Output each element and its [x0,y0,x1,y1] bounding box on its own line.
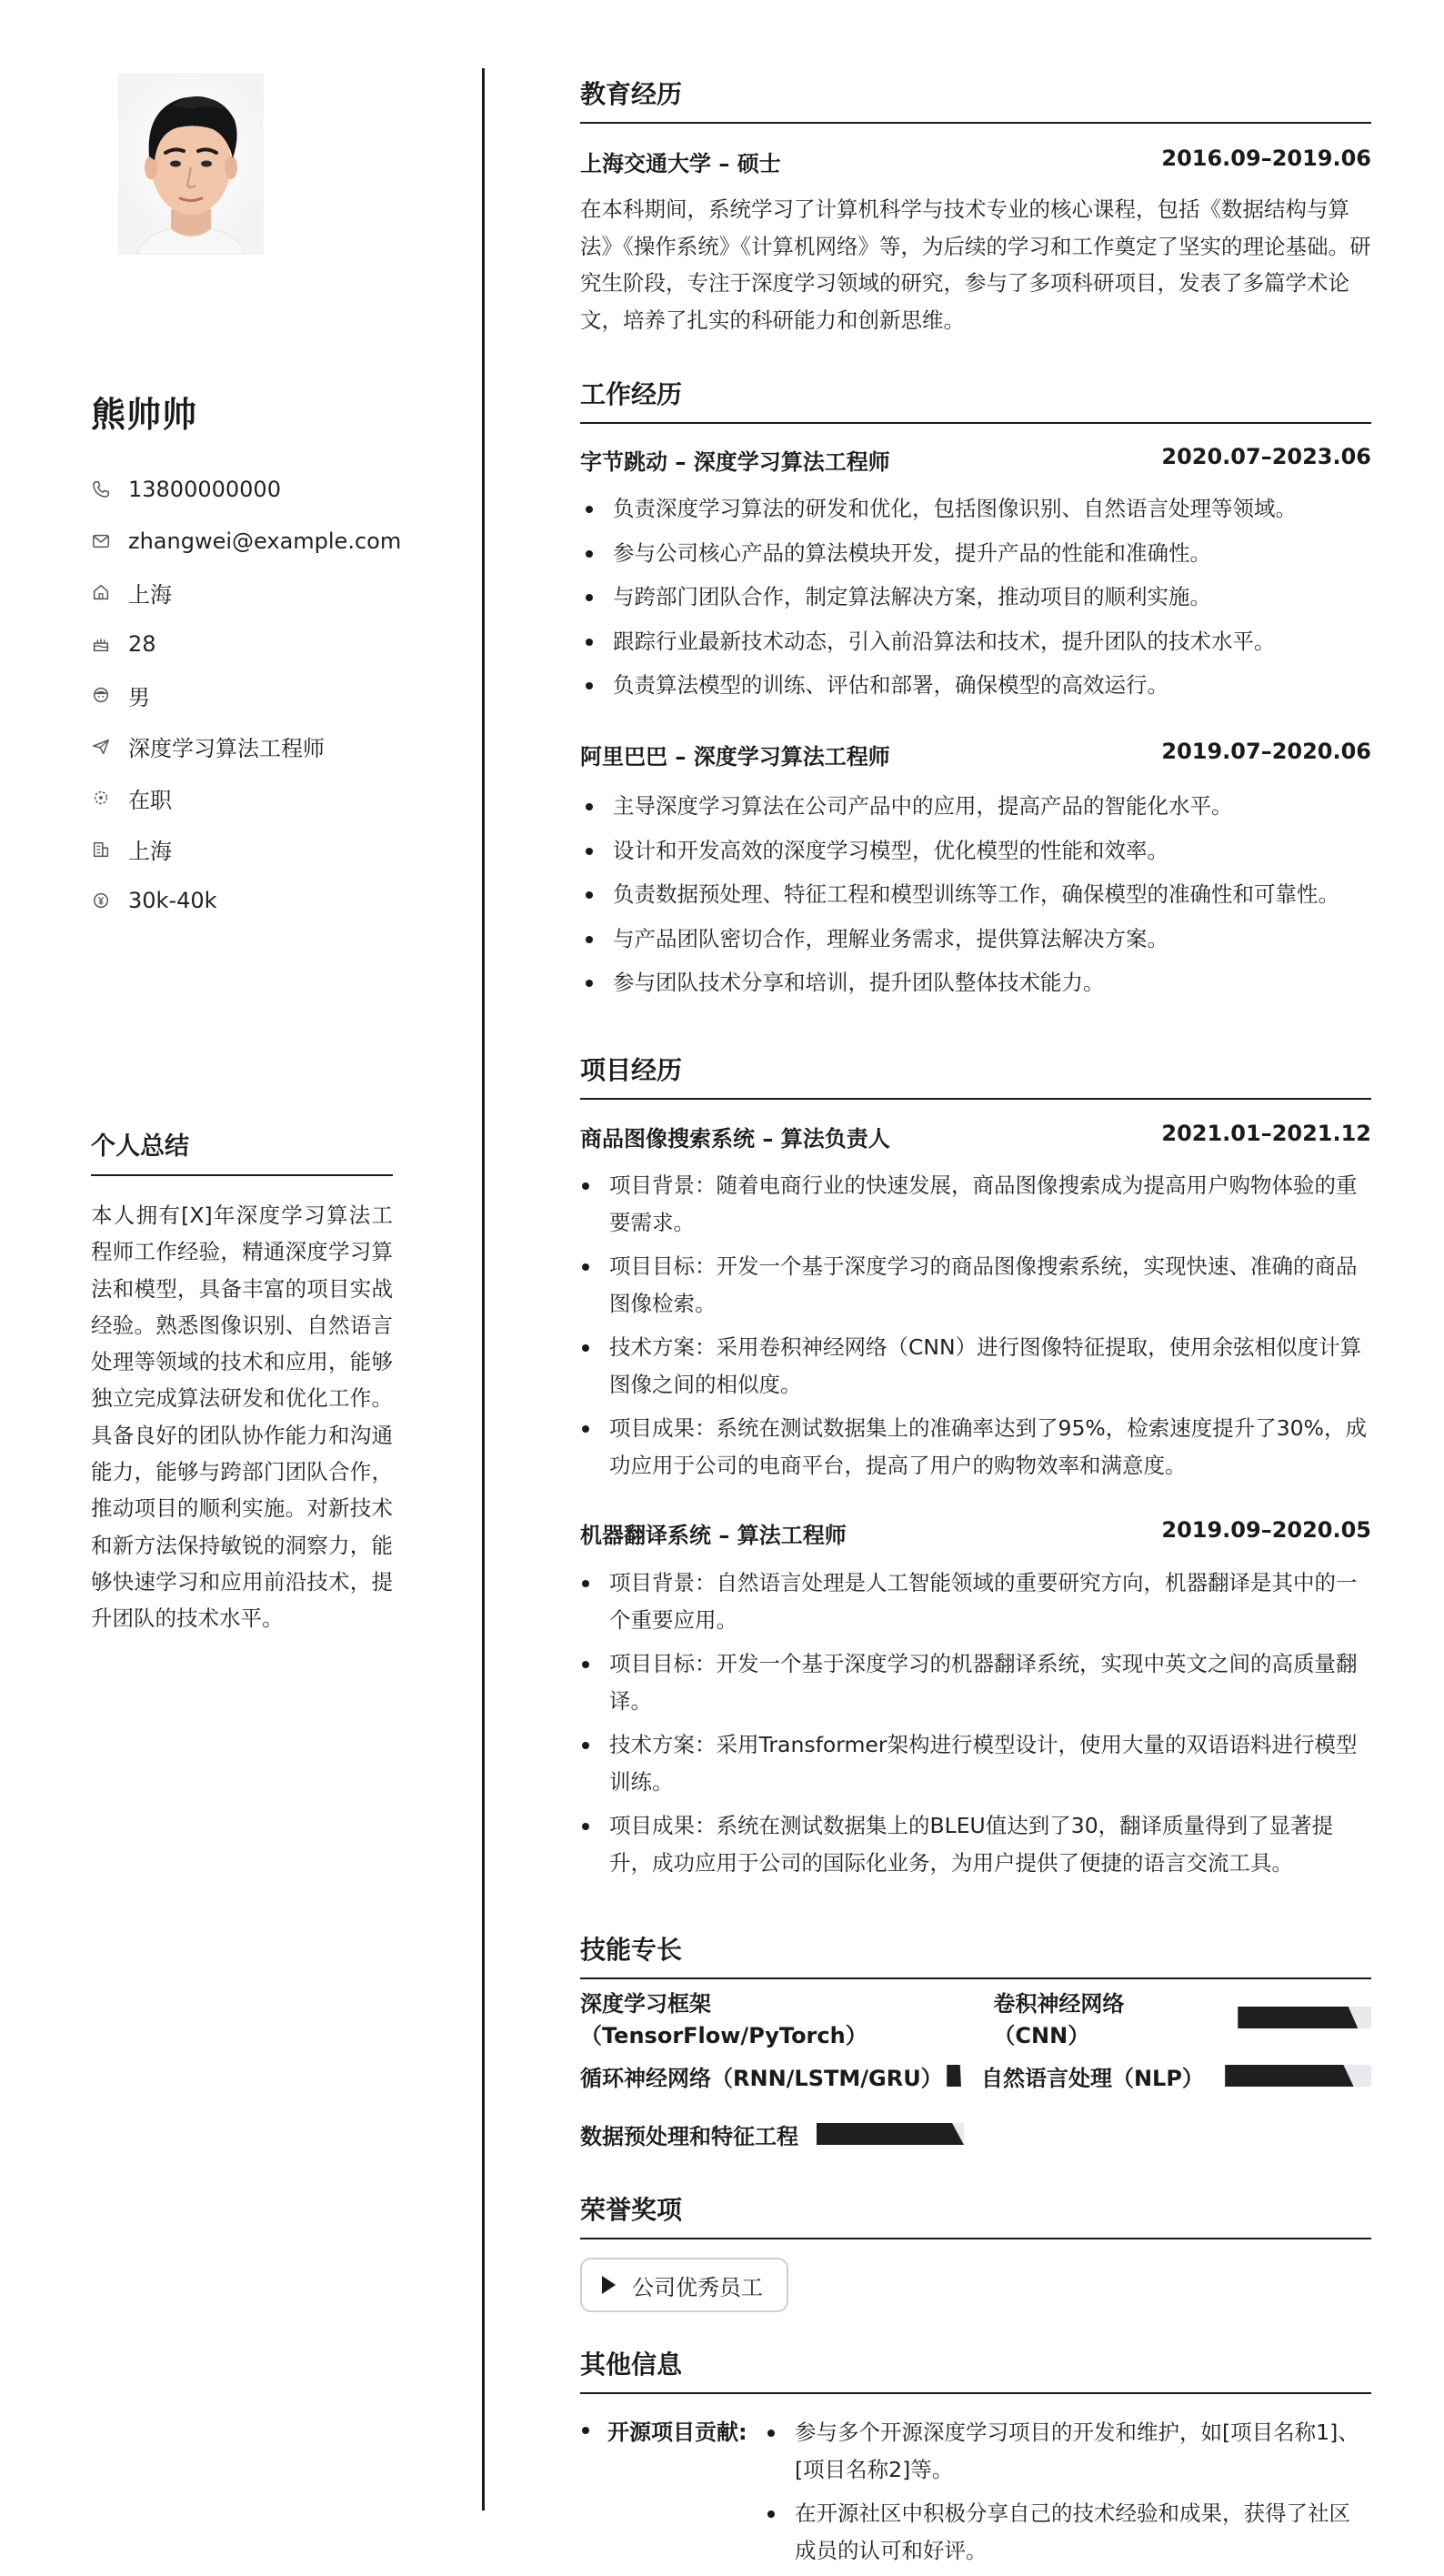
candidate-name: 熊帅帅 [91,395,198,435]
skill-bar [1238,2007,1371,2028]
education-school: 上海交通大学 – 硕士 [580,151,781,176]
award-chip[interactable] [580,2258,788,2312]
list-item: 项目成果：系统在测试数据集上的BLEU值达到了30，翻译质量得到了显著提升，成功应用于公司的国际化业务，为用户提供了便捷的语言交流工具。 [580,1807,1371,1881]
job-head [580,444,1371,476]
award-label: 公司优秀员工 [632,2274,763,2300]
job-company: 字节跳动 – 深度学习算法工程师 [580,449,890,475]
list-item: 与跨部门团队合作，制定算法解决方案，推动项目的顺利实施。 [580,579,1371,616]
contact-list [91,464,402,927]
list-item: 主导深度学习算法在公司产品中的应用，提高产品的智能化水平。 [580,788,1371,825]
contact-work-city [91,824,393,876]
summary-text: 本人拥有[X]年深度学习算法工程师工作经验，精通深度学习算法和模型，具备丰富的项目实战经验。熟悉图像识别、自然语言处理等领域的技术和应用，能够独立完成算法研发和优化工作。具备良好的团队协作能力和沟通能力，能够与跨部门团队合作，推动项目的顺利实施。对新技术和新方法保持敏锐的洞察力，能够快速学习和应用前沿技术，提升团队的技术水平。 [91,1202,393,1632]
work-city-text: 上海 [128,839,172,865]
project-head [580,1121,1371,1152]
skill-row [580,1991,1371,2048]
skill-row [580,2116,964,2152]
job-duties [580,788,1371,1009]
skill-name: 循环神经网络（RNN/LSTM/GRU） [580,2065,943,2091]
project-details [580,1565,1371,1888]
skill-bar-fill [1225,2065,1354,2087]
skill-bar [817,2123,964,2145]
list-item: 设计和开发高效的深度学习模型，优化模型的性能和效率。 [580,832,1371,870]
education-date: 2016.09–2019.06 [1161,146,1371,171]
job-company: 阿里巴巴 – 深度学习算法工程师 [580,744,890,770]
list-item: 项目目标：开发一个基于深度学习的商品图像搜索系统，实现快速、准确的商品图像检索。 [580,1248,1371,1322]
list-item: 参与团队技术分享和培训，提升团队整体技术能力。 [580,964,1371,1001]
list-item: 跟踪行业最新技术动态，引入前沿算法和技术，提升团队的技术水平。 [580,623,1371,660]
work-title: 工作经历 [580,375,1371,424]
phone-icon [91,479,111,499]
column-divider [482,68,485,2511]
contact-city [91,567,393,619]
skill-item [993,1986,1371,2049]
salary-text: 30k-40k [128,888,217,914]
list-item: 项目背景：自然语言处理是人工智能领域的重要研究方向，机器翻译是其中的一个重要应用。 [580,1565,1371,1638]
skills-title: 技能专长 [580,1930,1371,1979]
skill-item [580,1986,975,2049]
skill-name: 深度学习框架（TensorFlow/PyTorch） [580,1991,867,2048]
skill-bar-fill [817,2123,964,2145]
job-date: 2019.07–2020.06 [1161,739,1371,764]
status-icon [91,788,111,808]
job-date: 2020.07–2023.06 [1161,444,1371,469]
skill-name: 自然语言处理（NLP） [980,2065,1204,2091]
list-item: 项目目标：开发一个基于深度学习的机器翻译系统，实现中英文之间的高质量翻译。 [580,1645,1371,1719]
list-item: 技术方案：采用卷积神经网络（CNN）进行图像特征提取，使用余弦相似度计算图像之间的相似度。 [580,1329,1371,1403]
skill-item [981,2060,1371,2092]
list-item: 参与多个开源深度学习项目的开发和维护，如[项目名称1]、[项目名称2]等。 [762,2414,1371,2488]
send-icon [91,737,111,757]
job-head [580,739,1371,770]
skill-row [580,2058,1371,2094]
awards-title: 荣誉奖项 [580,2190,1371,2239]
skill-bar [947,2065,961,2087]
list-item: 与产品团队密切合作，理解业务需求，提供算法解决方案。 [580,921,1371,958]
education-title: 教育经历 [580,75,1371,124]
position-text: 深度学习算法工程师 [128,736,325,762]
job-duties [580,490,1371,711]
projects-title: 项目经历 [580,1051,1371,1100]
building-icon [91,840,111,860]
list-item: 负责深度学习算法的研发和优化，包括图像识别、自然语言处理等领域。 [580,490,1371,528]
project-date: 2019.09–2020.05 [1161,1517,1371,1543]
project-details [580,1167,1371,1491]
skill-bar [1225,2065,1371,2087]
list-item: 参与公司核心产品的算法模块开发，提升产品的性能和准确性。 [580,535,1371,572]
contact-email [91,516,402,568]
city-text: 上海 [128,581,172,608]
contact-gender [91,669,393,721]
contact-position [91,721,393,773]
phone-text: 13800000000 [128,477,281,503]
skill-name: 卷积神经网络（CNN） [993,1991,1125,2048]
list-item: 技术方案：采用Transformer架构进行模型设计，使用大量的双语语料进行模型训练。 [580,1726,1371,1800]
skill-bar-fill [947,2065,961,2087]
other-title: 其他信息 [580,2345,1371,2394]
open-source-list [762,2414,1371,2576]
education-entry-head [580,146,1371,177]
status-text: 在职 [128,787,172,813]
list-item: 负责数据预处理、特征工程和模型训练等工作，确保模型的准确性和可靠性。 [580,876,1371,913]
skill-bar-fill [1238,2007,1358,2028]
education-desc: 在本科期间，系统学习了计算机科学与技术专业的核心课程，包括《数据结构与算法》《操作系统》《计算机网络》等，为后续的学习和工作奠定了坚实的理论基础。研究生阶段，专注于深度学习领域的研究，参与了多项科研项目，发表了多篇学术论文，培养了扎实的科研能力和创新思维。 [580,196,1371,333]
cake-icon [91,634,111,654]
contact-status [91,772,393,824]
project-date: 2021.01–2021.12 [1161,1121,1371,1146]
awards-list [580,2258,1371,2312]
gender-icon [91,685,111,705]
project-head [580,1517,1371,1549]
open-source-label: 开源项目贡献: [580,2414,747,2446]
list-item: 负责算法模型的训练、评估和部署，确保模型的高效运行。 [580,667,1371,704]
skill-item [580,2060,961,2092]
gender-text: 男 [128,684,150,710]
skill-name: 数据预处理和特征工程 [580,2123,798,2149]
mail-icon [91,531,111,551]
home-icon [91,582,111,602]
email-text: zhangwei@example.com [128,528,402,554]
list-item: 项目背景：随着电商行业的快速发展，商品图像搜索成为提高用户购物体验的重要需求。 [580,1167,1371,1241]
play-icon [602,2276,616,2294]
list-item: 项目成果：系统在测试数据集上的准确率达到了95%，检索速度提升了30%，成功应用于公司的电商平台，提高了用户的购物效率和满意度。 [580,1410,1371,1484]
skill-item [580,2118,964,2150]
project-name: 商品图像搜索系统 – 算法负责人 [580,1126,890,1152]
contact-phone [91,464,393,516]
salary-icon [91,891,111,911]
age-text: 28 [128,630,156,657]
project-name: 机器翻译系统 – 算法工程师 [580,1523,847,1548]
contact-salary [91,875,393,927]
contact-age [91,619,393,670]
summary-title: 个人总结 [91,1126,393,1176]
list-item: 在开源社区中积极分享自己的技术经验和成果，获得了社区成员的认可和好评。 [762,2495,1371,2569]
avatar [118,73,264,255]
